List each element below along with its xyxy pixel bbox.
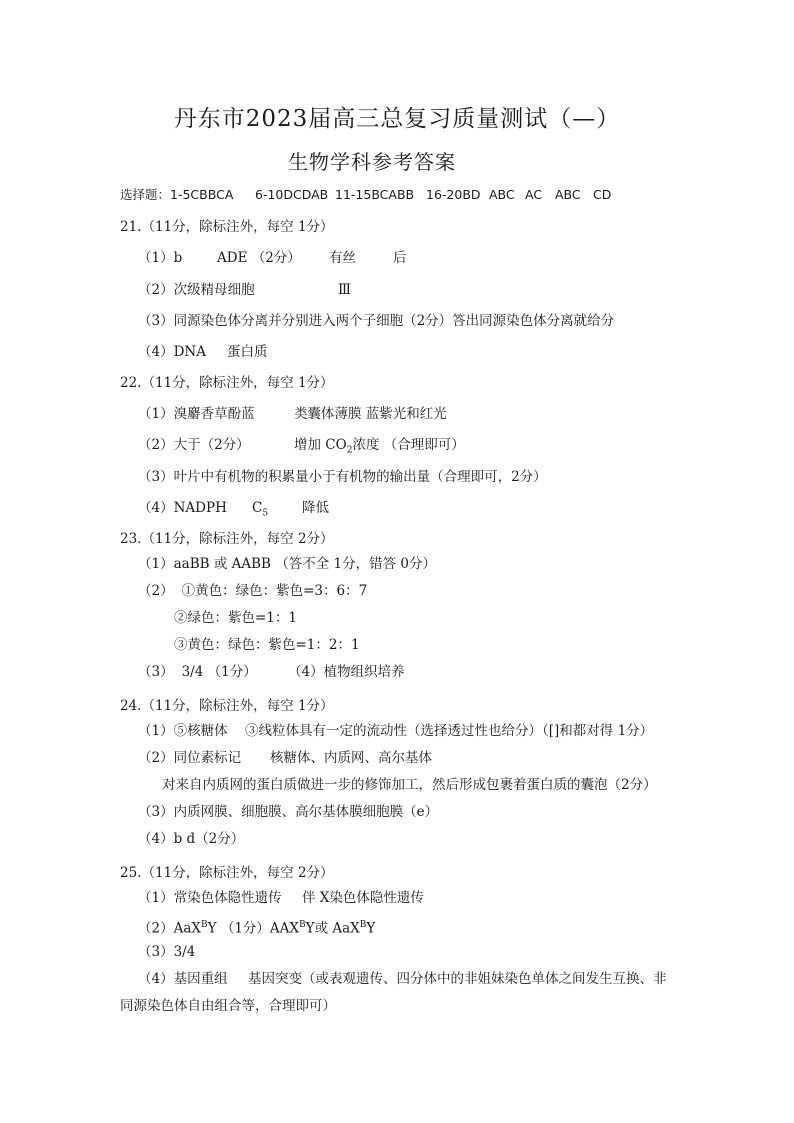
mc-answer-20: CD (593, 187, 612, 202)
mc-answers-16-20: 16-20BD (426, 187, 481, 202)
q22-heading: 22.（11分，除标注外，每空 1分） (120, 375, 334, 391)
q23-part2-c: ③黄色：绿色：紫色=1：2：1 (174, 637, 360, 653)
q23-heading: 23.（11分，除标注外，每空 2分） (120, 531, 334, 547)
mc-answer-17: ABC (489, 187, 515, 202)
mc-answers-1-5: 1-5CBBCA (170, 187, 234, 202)
q24-part1: （1）⑤核糖体 ③线粒体具有一定的流动性（选择透过性也给分）（[]和都对得 1分） (138, 723, 654, 739)
mc-label: 选择题： (120, 187, 171, 202)
q23-part2: （2） ①黄色：绿色：紫色=3：6：7 (138, 583, 368, 599)
q25-part4: （4）基因重组 基因突变（或表观遗传、四分体中的非姐妹染色单体之间发生互换、非 (138, 971, 667, 987)
q23-part1: （1）aaBB 或 AABB （答不全 1分，错答 0分） (138, 556, 437, 572)
q21-part1: （1）b ADE （2分） 有丝 后 (138, 250, 407, 266)
q21-part2: （2）次级精母细胞 Ⅲ (138, 282, 352, 298)
q21-part4: （4）DNA 蛋白质 (138, 344, 268, 360)
q24-part2: （2）同位素标记 核糖体、内质网、高尔基体 (138, 750, 432, 766)
q22-part2: （2）大于（2分） 增加 $CO_2$浓度 （合理即可） (138, 437, 465, 456)
q23-part2-b: ②绿色：紫色=1：1 (174, 610, 297, 626)
multiple-choice-line (120, 186, 612, 204)
q21-part3: （3）同源染色体分离并分别进入两个子细胞（2分）答出同源染色体分离就给分 (138, 313, 615, 329)
q25-part4-continued: 同源染色体自由组合等，合理即可） (120, 998, 336, 1014)
page-subtitle: 生物学科参考答案 (288, 150, 456, 174)
mc-answers-6-10: 6-10DCDAB (255, 187, 329, 202)
q24-heading: 24.（11分，除标注外，每空 1分） (120, 698, 334, 714)
q25-heading: 25.（11分，除标注外，每空 2分） (120, 865, 334, 881)
q24-part3: （3）内质网膜、细胞膜、高尔基体膜细胞膜（e） (138, 804, 439, 820)
page-title: 丹东市2023届高三总复习质量测试（—） (173, 106, 621, 132)
q25-part2: （2）AaX$^B$Y （1分）$AAX^BY$或 AaX$^B$Y (138, 920, 376, 937)
q22-part3: （3）叶片中有机物的积累量小于有机物的输出量（合理即可，2分） (138, 469, 547, 485)
mc-answer-18: AC (525, 187, 543, 202)
mc-answer-19: ABC (555, 187, 581, 202)
q23-part3: （3） 3/4 （1分） （4）植物组织培养 (138, 664, 405, 680)
q25-part1: （1）常染色体隐性遗传 伴 X染色体隐性遗传 (138, 890, 424, 906)
mc-answers-11-15: 11-15BCABB (335, 187, 415, 202)
q25-part3: （3）3/4 (138, 944, 196, 960)
q22-part4: （4）NADPH $C_5$ 降低 (138, 500, 329, 519)
q21-heading: 21.（11分，除标注外，每空 1分） (120, 219, 334, 235)
q24-part4: （4）b d（2分） (138, 831, 245, 847)
q24-part2-b: 对来自内质网的蛋白质做进一步的修饰加工，然后形成包裹着蛋白质的囊泡（2分） (162, 777, 657, 793)
q22-part1: （1）溴麝香草酚蓝 类囊体薄膜 蓝紫光和红光 (138, 406, 447, 422)
